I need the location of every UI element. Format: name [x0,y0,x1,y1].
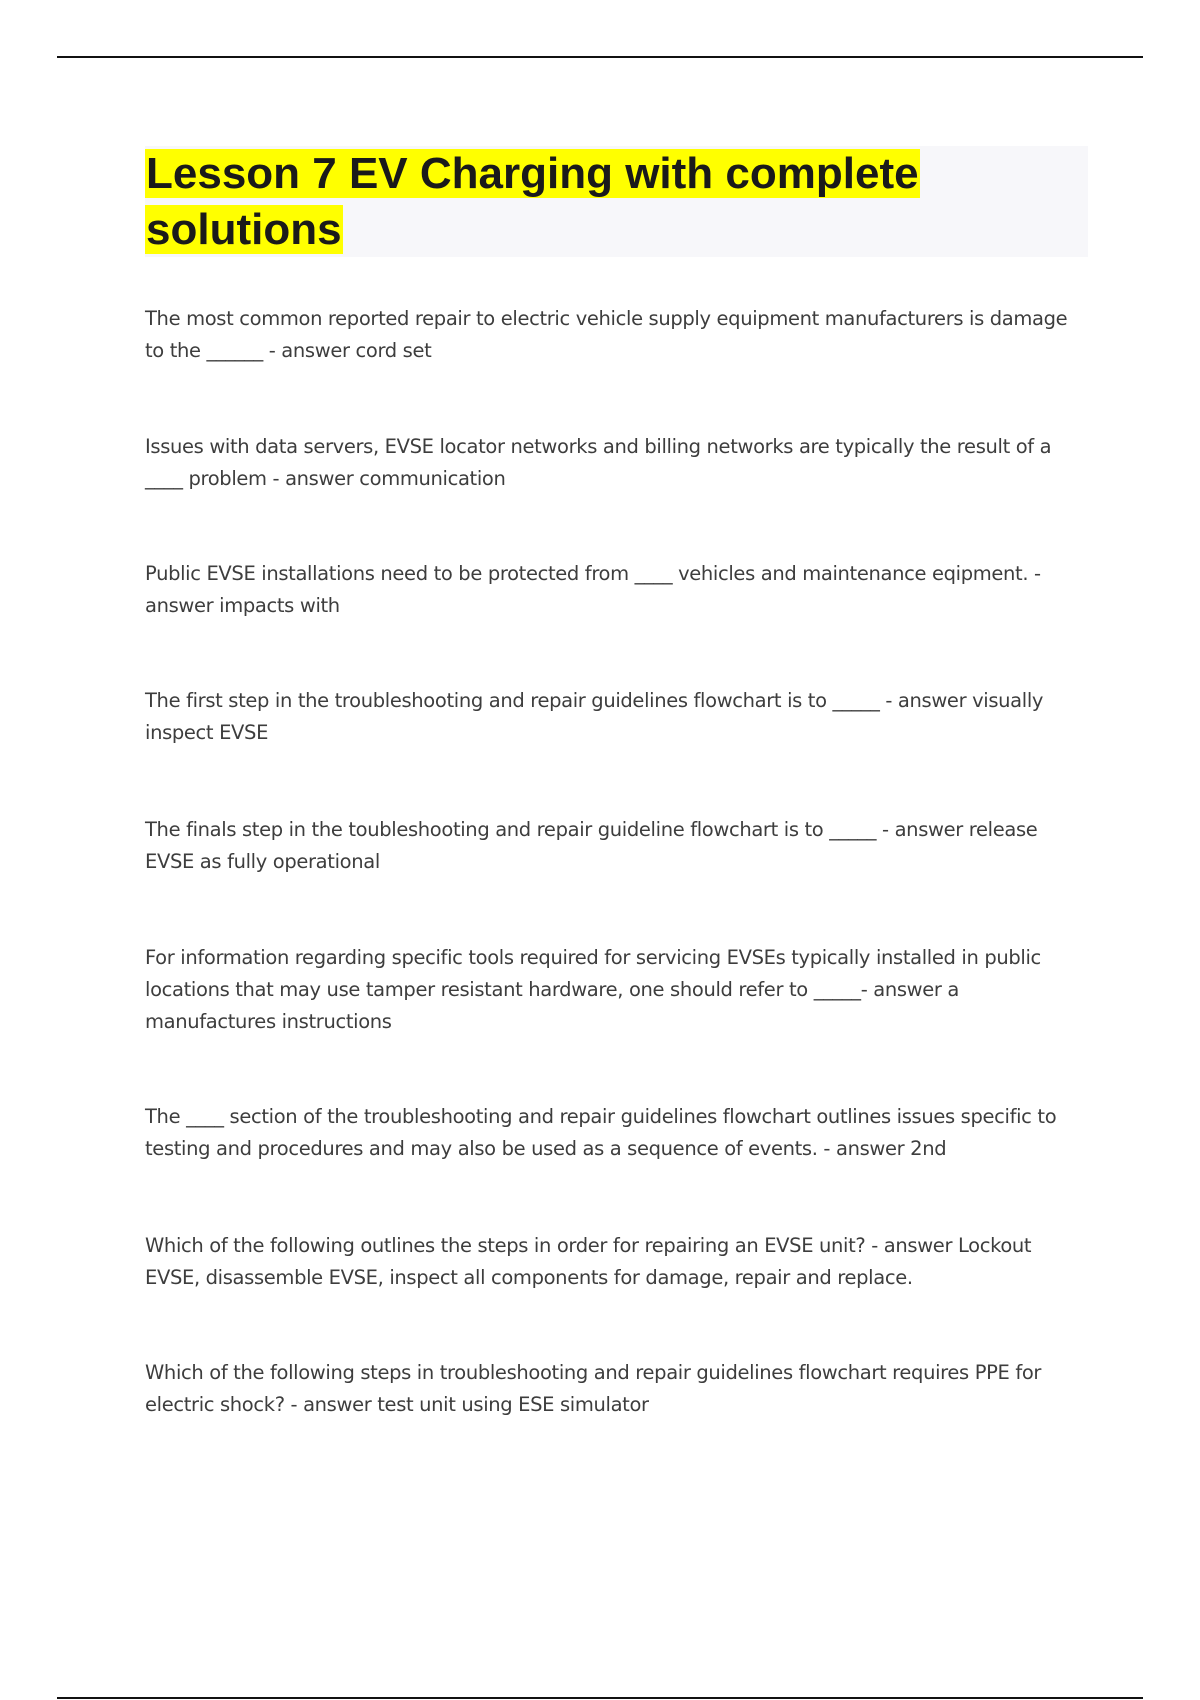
qa-item-1: The most common reported repair to electric vehicle supply equipment manufacturers is damage to the ______ - answer cord set [145,307,1068,362]
title-highlight: Lesson 7 EV Charging with complete solutions [146,149,919,254]
document-title [145,146,1088,258]
qa-item-8: Which of the following outlines the steps in order for repairing an EVSE unit? - answer Lockout EVSE, disassemble EVSE, inspect all components for damage, repair and replace. [145,1234,1032,1289]
bottom-rule [57,1697,1143,1699]
qa-item-6: For information regarding specific tools required for servicing EVSEs typically installed in public locations that may use tamper resistant hardware, one should refer to _____- answer a manufactures instructions [145,946,1041,1033]
qa-item-9: Which of the following steps in troubleshooting and repair guidelines flowchart requires PPE for electric shock? - answer test unit using ESE simulator [145,1361,1042,1416]
qa-item-5: The finals step in the toubleshooting and repair guideline flowchart is to _____ - answer release EVSE as fully operational [145,818,1038,873]
qa-item-2: Issues with data servers, EVSE locator networks and billing networks are typically the result of a ____ problem - answer communication [145,435,1052,490]
qa-item-4: The first step in the troubleshooting and repair guidelines flowchart is to _____ - answer visually inspect EVSE [145,689,1044,744]
title-block [145,146,1088,257]
qa-item-7: The ____ section of the troubleshooting and repair guidelines flowchart outlines issues specific to testing and procedures and may also be used as a sequence of events. - answer 2nd [145,1105,1057,1160]
qa-item-3: Public EVSE installations need to be protected from ____ vehicles and maintenance eqipment. - answer impacts with [145,562,1041,617]
top-rule [57,56,1143,58]
